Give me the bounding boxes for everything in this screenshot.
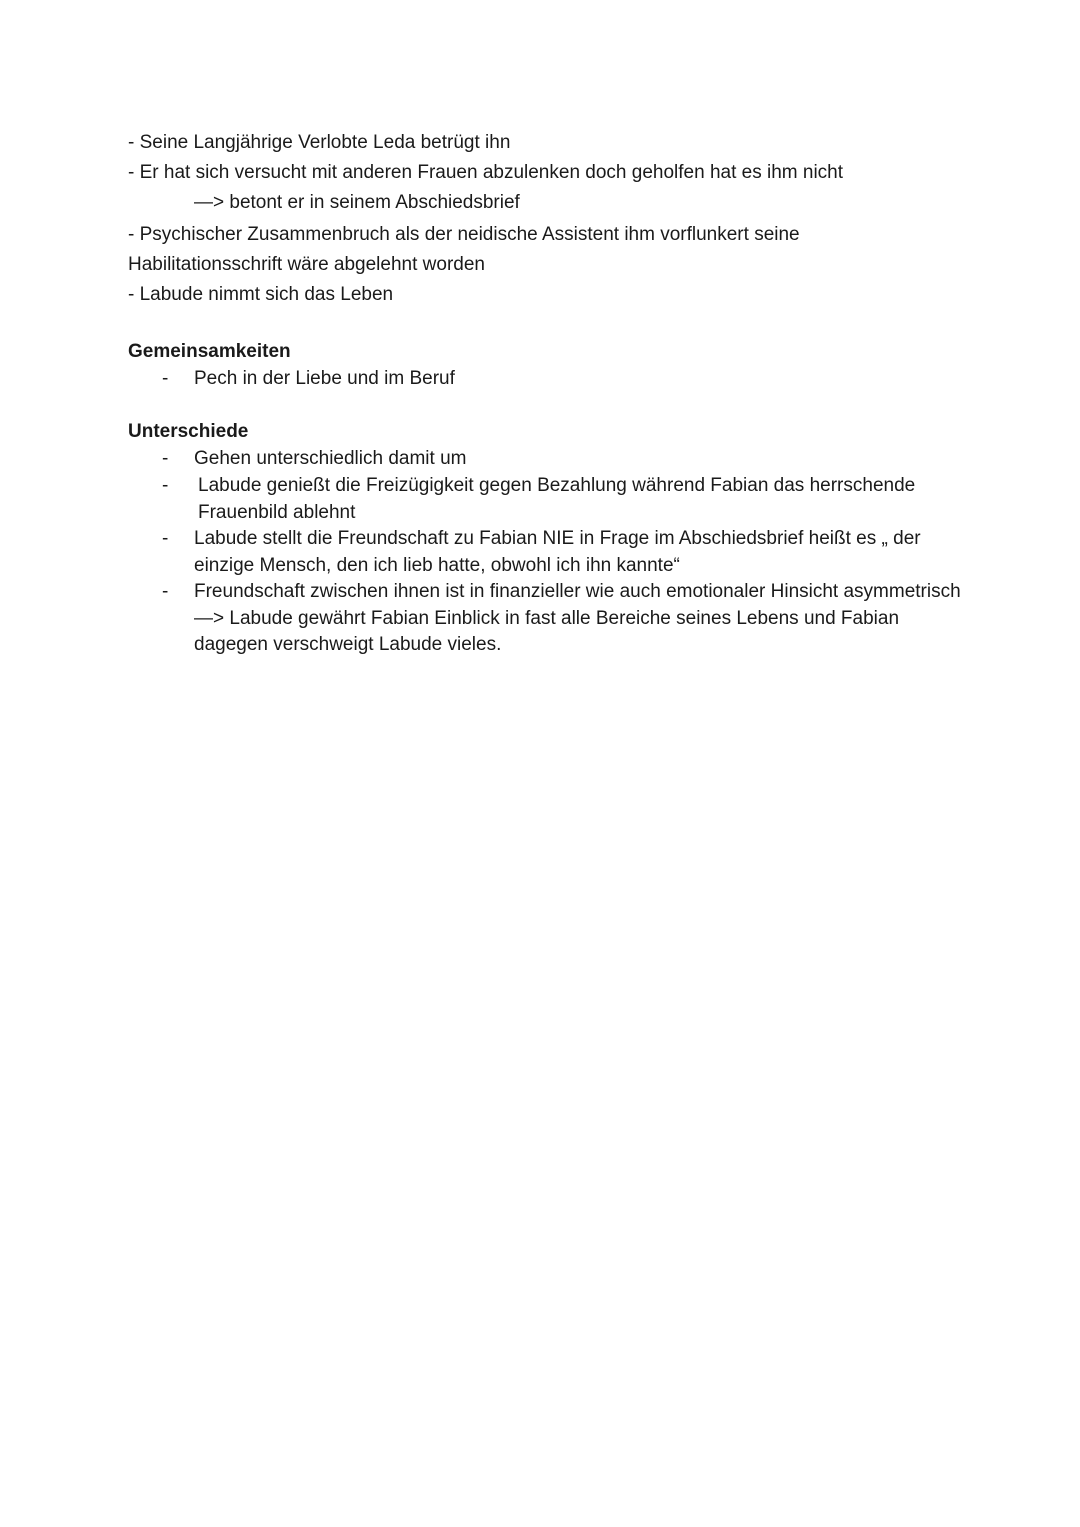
gemeinsamkeiten-heading: Gemeinsamkeiten xyxy=(128,341,291,362)
intro-line-6: - Labude nimmt sich das Leben xyxy=(128,284,394,305)
list-bullet: - xyxy=(162,528,169,549)
list-bullet: - xyxy=(162,368,169,389)
list-bullet: - xyxy=(162,475,169,496)
intro-line-5: Habilitationsschrift wäre abgelehnt worden xyxy=(128,254,485,275)
list-bullet: - xyxy=(162,448,169,469)
list-bullet: - xyxy=(162,581,169,602)
intro-line-4: - Psychischer Zusammenbruch als der neidische Assistent ihm vorflunkert seine xyxy=(128,224,800,245)
unterschiede-item-4: Freundschaft zwischen ihnen ist in finanzieller wie auch emotionaler Hinsicht asymmetrisch —> Labude gewährt Fabian Einblick in fast alle Bereiche seines Lebens und Fabian dagegen verschweigt Labude vieles. xyxy=(194,581,961,655)
intro-line-1: - Seine Langjährige Verlobte Leda betrügt ihn xyxy=(128,132,511,153)
intro-line-3: —> betont er in seinem Abschiedsbrief xyxy=(194,192,520,213)
gemeinsamkeiten-item: Pech in der Liebe und im Beruf xyxy=(194,368,455,389)
unterschiede-item-3: Labude stellt die Freundschaft zu Fabian NIE in Frage im Abschiedsbrief heißt es „ der einzige Mensch, den ich lieb hatte, obwohl ich ihn kannte“ xyxy=(194,528,921,576)
intro-line-2: - Er hat sich versucht mit anderen Frauen abzulenken doch geholfen hat es ihm nicht xyxy=(128,162,844,183)
unterschiede-heading: Unterschiede xyxy=(128,421,249,442)
unterschiede-item-1: Gehen unterschiedlich damit um xyxy=(194,448,467,469)
unterschiede-item-2: Labude genießt die Freizügigkeit gegen Bezahlung während Fabian das herrschende Frauenbild ablehnt xyxy=(198,475,916,523)
